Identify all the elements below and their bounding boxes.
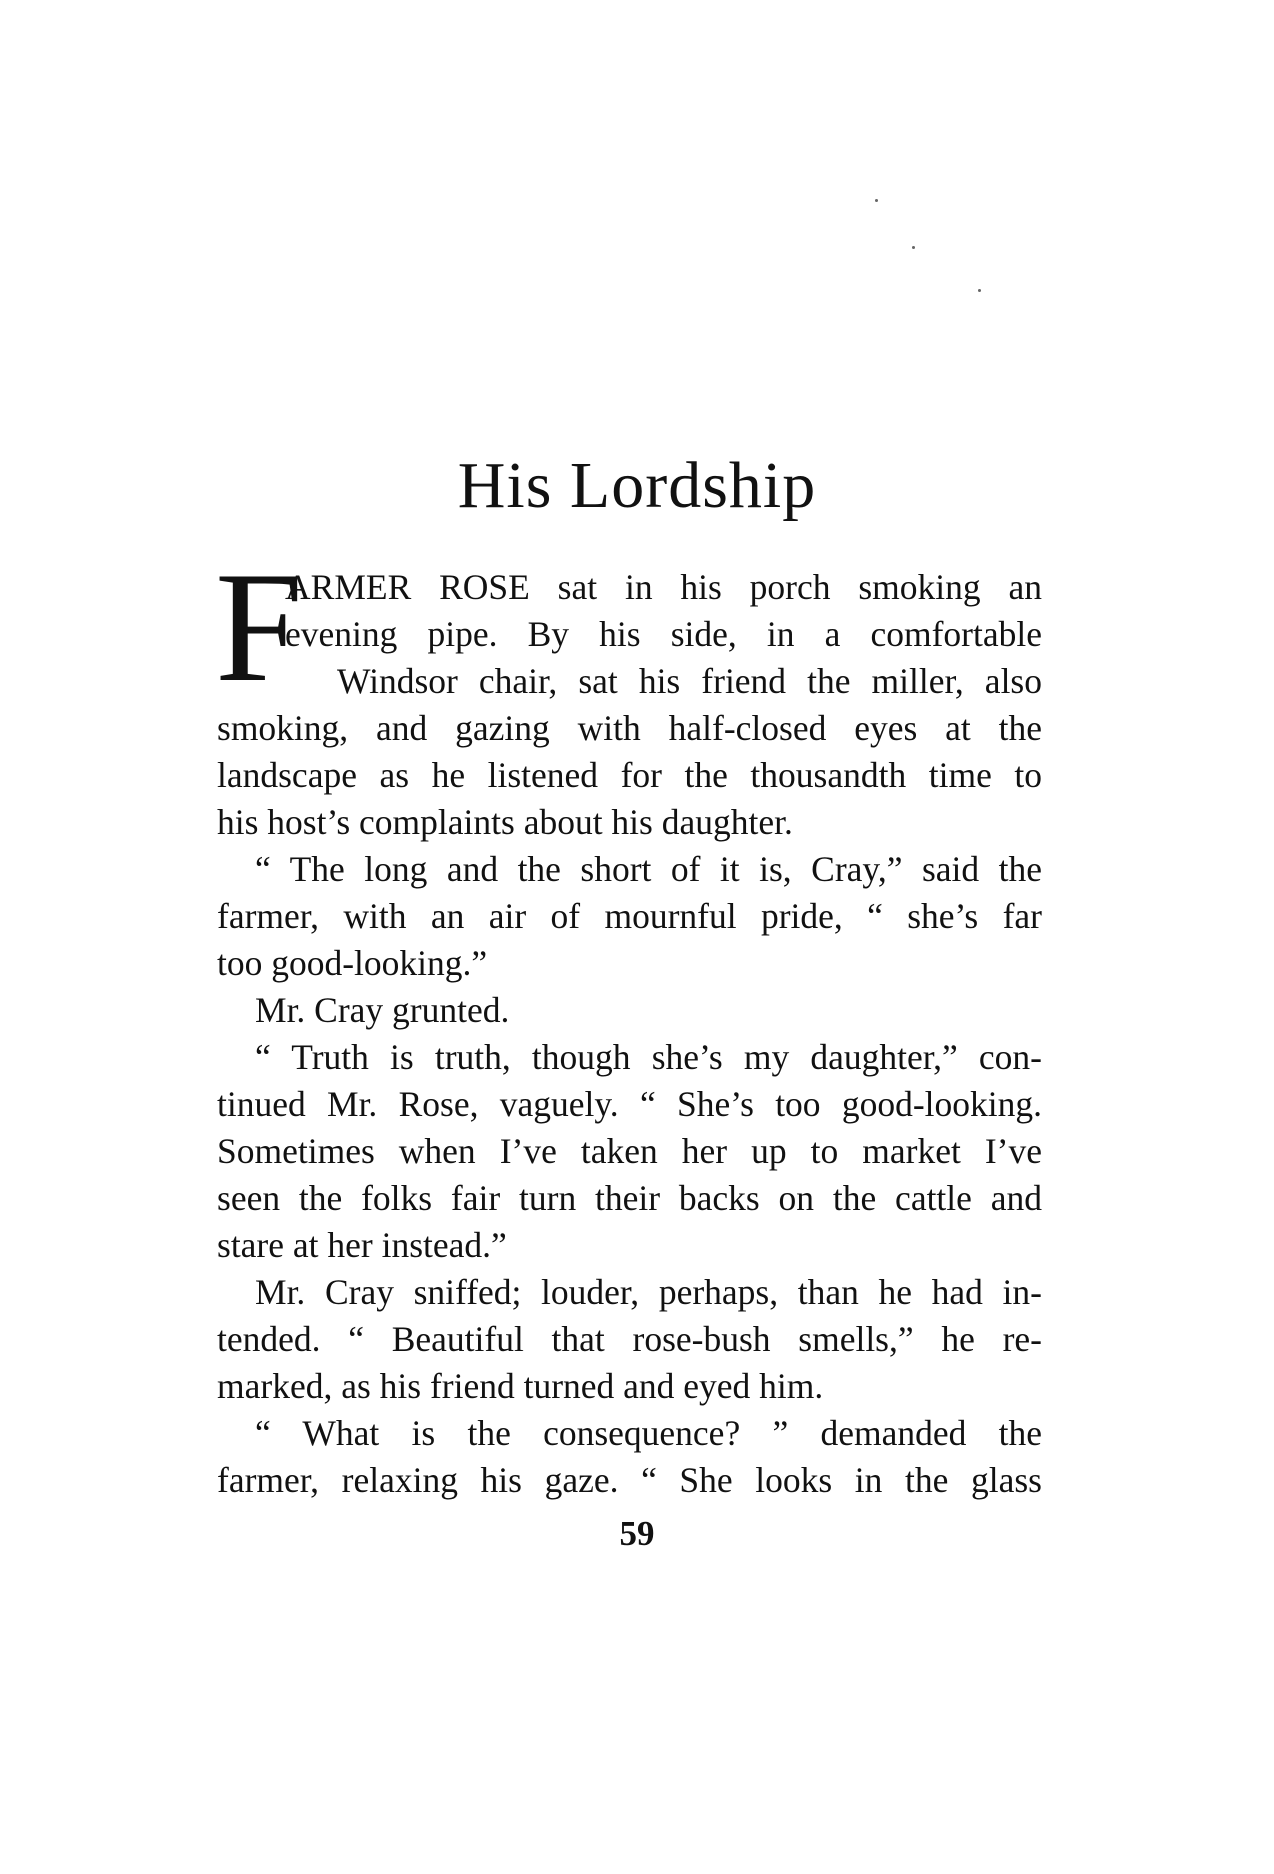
text-line: Mr. Cray sniffed; louder, perhaps, than he had in- [255, 1272, 1042, 1312]
text-line: tended. “ Beautiful that rose-bush smells,” he re- [217, 1319, 1042, 1359]
text-line: Mr. Cray grunted. [255, 990, 510, 1030]
text-line: too good-looking.” [217, 943, 488, 983]
text-line: Sometimes when I’ve taken her up to market I’ve [217, 1131, 1042, 1171]
text-line: “ Truth is truth, though she’s my daughter,” con- [255, 1037, 1042, 1077]
scan-speck [978, 289, 981, 292]
text-line: “ The long and the short of it is, Cray,” said the [255, 849, 1042, 889]
scan-speck [912, 246, 915, 249]
body-text [217, 564, 1042, 1504]
scan-speck [875, 199, 878, 202]
drop-cap-letter: F [215, 540, 303, 715]
text-line: his host’s complaints about his daughter. [217, 802, 793, 842]
text-line: farmer, relaxing his gaze. “ She looks in the glass [217, 1460, 1042, 1500]
text-line: smoking, and gazing with half-closed eyes at the [217, 708, 1042, 748]
text-line: Windsor chair, sat his friend the miller, also [337, 661, 1042, 701]
text-line: “ What is the consequence? ” demanded the [255, 1413, 1042, 1453]
chapter-title: His Lordship [457, 449, 817, 522]
text-line: seen the folks fair turn their backs on the cattle and [217, 1178, 1042, 1218]
text-line: farmer, with an air of mournful pride, “ she’s far [217, 896, 1042, 936]
text-line: stare at her instead.” [217, 1225, 507, 1265]
text-line: tinued Mr. Rose, vaguely. “ She’s too good-looking. [217, 1084, 1042, 1124]
text-line: ARMER ROSE sat in his porch smoking an [285, 567, 1042, 607]
page-number: 59 [619, 1514, 655, 1553]
text-line: landscape as he listened for the thousandth time to [217, 755, 1042, 795]
text-line: marked, as his friend turned and eyed him. [217, 1366, 824, 1406]
text-line: evening pipe. By his side, in a comfortable [285, 614, 1042, 654]
